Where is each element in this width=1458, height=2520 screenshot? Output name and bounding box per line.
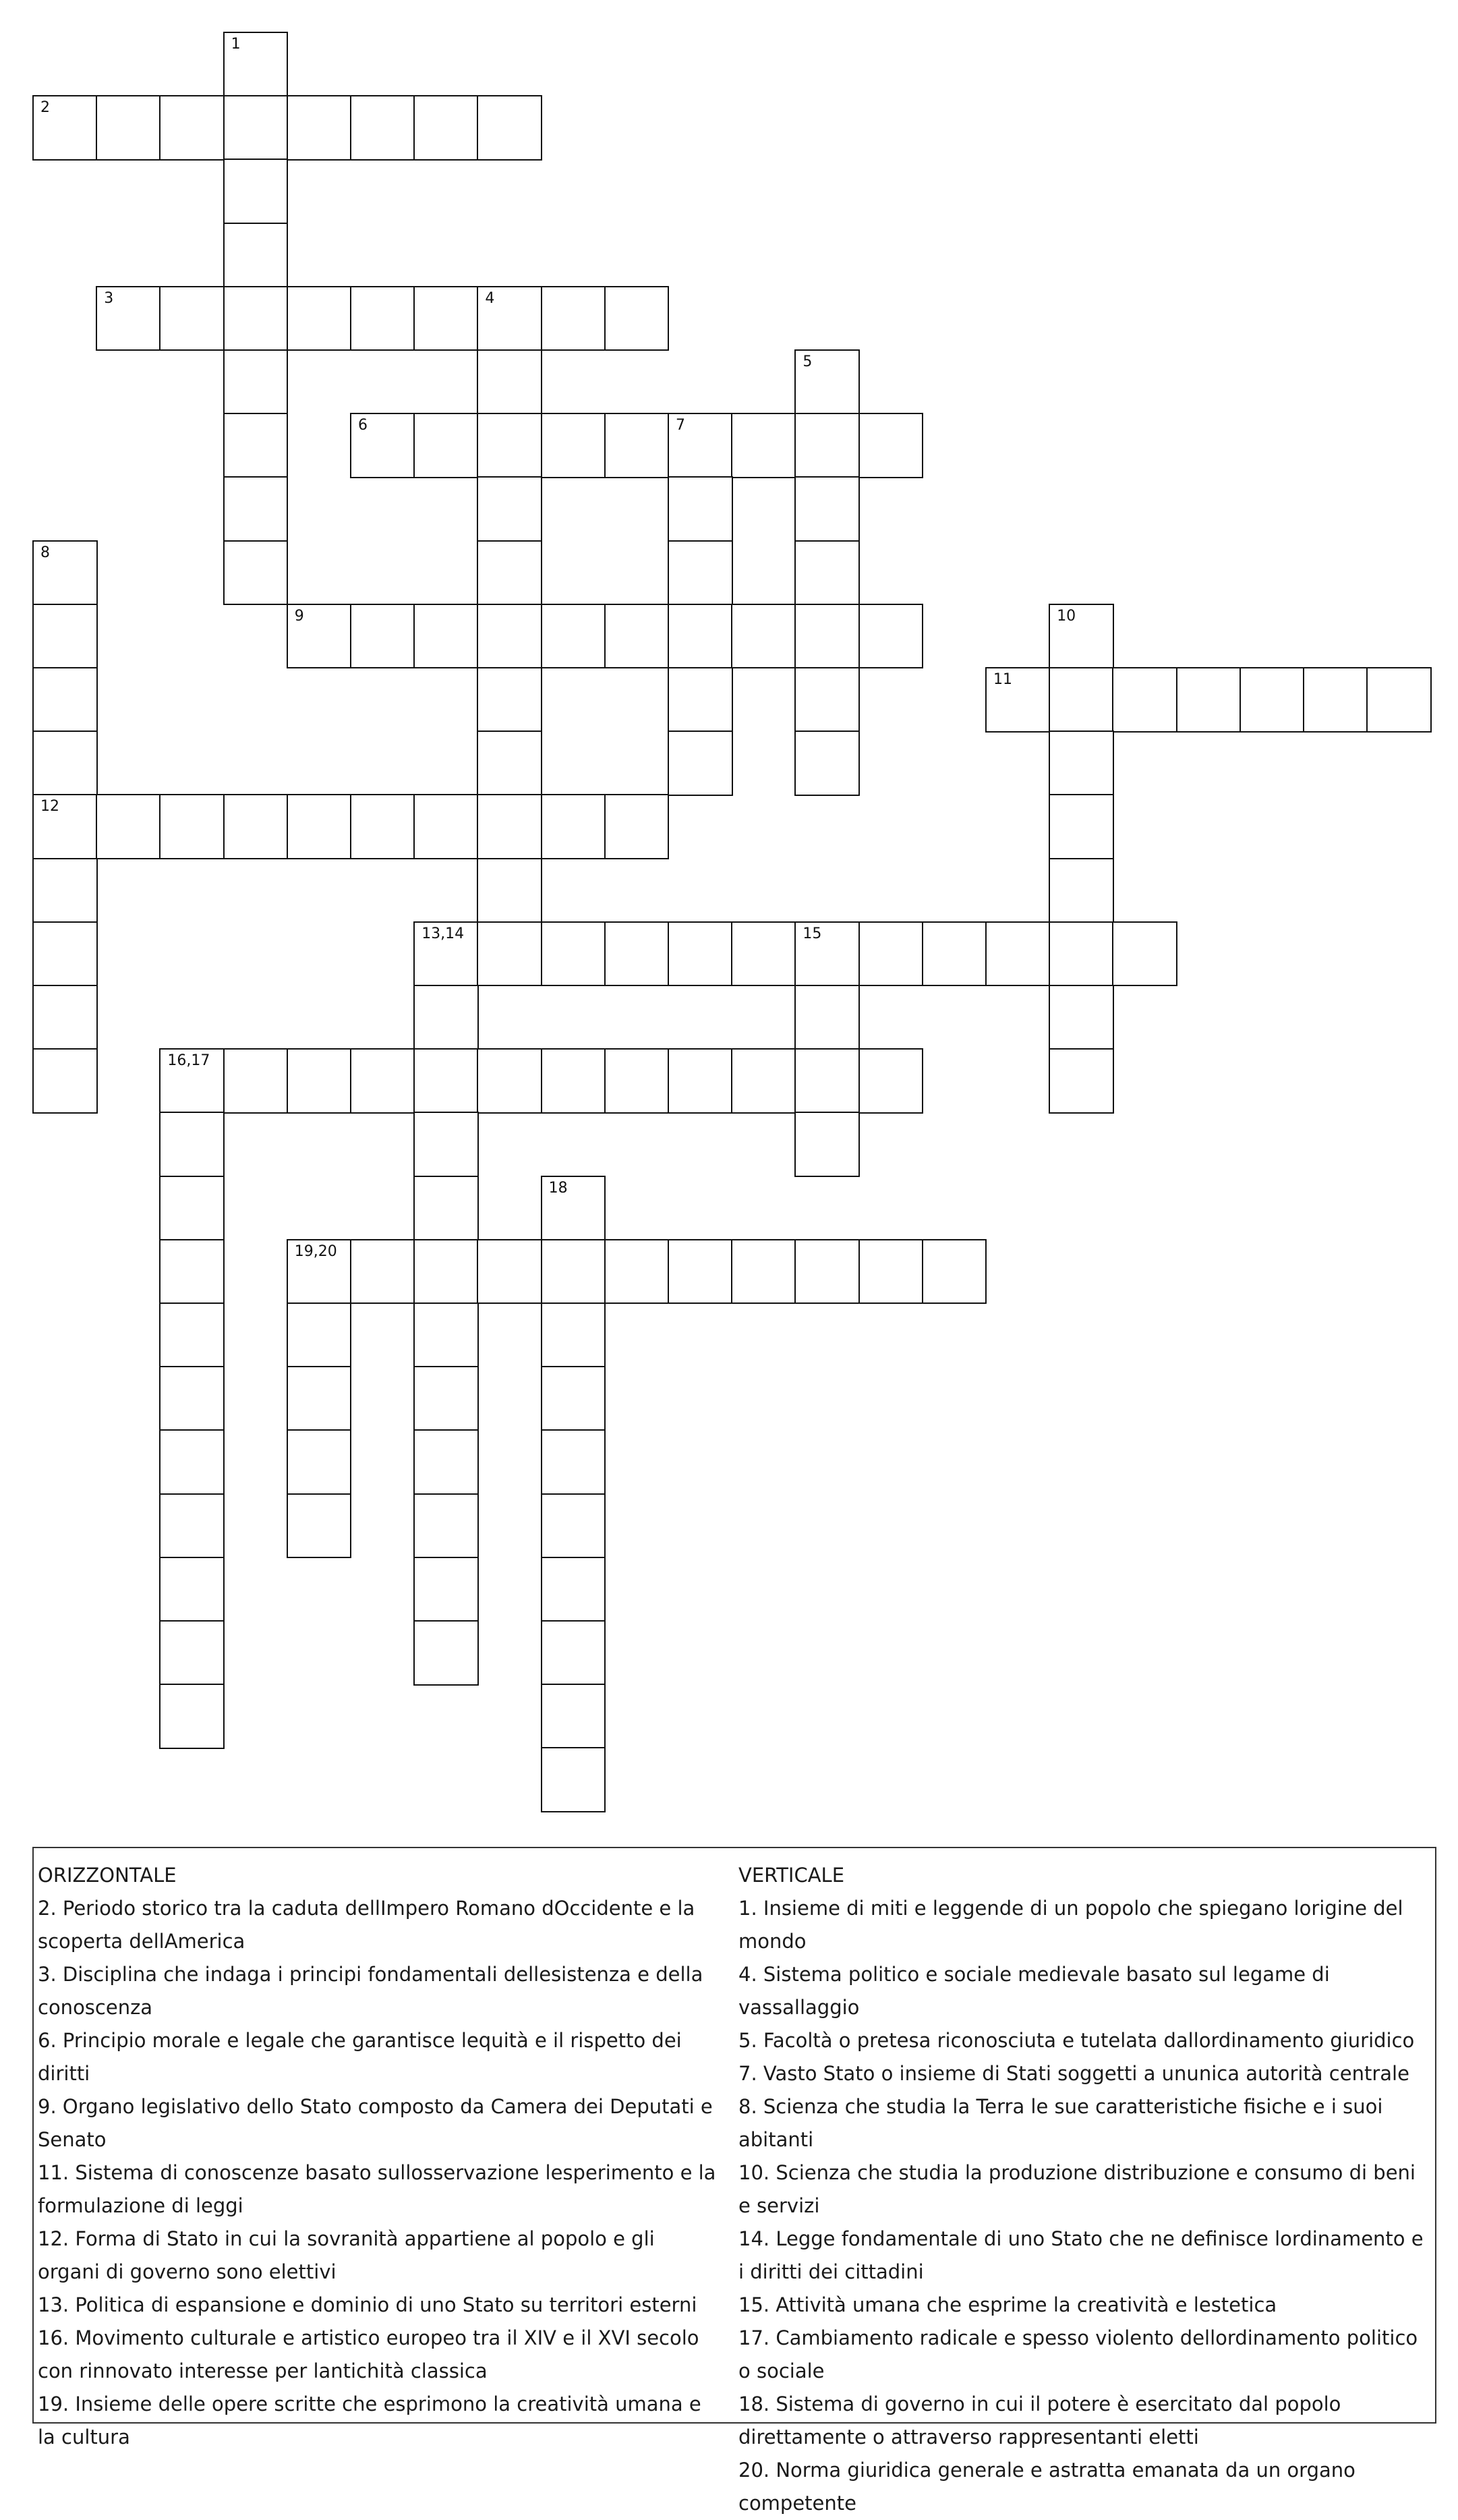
- clue-number: 11: [993, 671, 1012, 688]
- crossword-cell[interactable]: [541, 1557, 606, 1622]
- crossword-cell[interactable]: [413, 604, 479, 669]
- crossword-cell[interactable]: [159, 1048, 225, 1114]
- crossword-cell[interactable]: [794, 349, 860, 415]
- crossword-cell[interactable]: [287, 95, 352, 161]
- crossword-cell[interactable]: [794, 1048, 860, 1114]
- down-clue: 1. Insieme di miti e leggende di un popolo che spiegano lorigine del mondo: [738, 1897, 1403, 1953]
- clue-number: 10: [1057, 607, 1076, 625]
- clue-number: 4: [485, 289, 495, 307]
- crossword-cell[interactable]: [223, 1048, 289, 1114]
- crossword-cell[interactable]: [858, 604, 924, 669]
- crossword-cell[interactable]: [794, 413, 860, 478]
- across-clue-list: [38, 1892, 719, 2454]
- crossword-cell[interactable]: [287, 604, 352, 669]
- across-clue: 3. Disciplina che indaga i principi fondamentali dellesistenza e della conoscenza: [38, 1963, 703, 2019]
- crossword-cell[interactable]: [477, 731, 542, 796]
- across-clue: 6. Principio morale e legale che garantisce lequità e il rispetto dei diritti: [38, 2029, 682, 2085]
- down-clue: 15. Attività umana che esprime la creatività e lestetica: [738, 2293, 1277, 2316]
- crossword-cell[interactable]: [1112, 667, 1177, 733]
- down-clue: 14. Legge fondamentale di uno Stato che ne definisce lordinamento e i diritti dei cittadini: [738, 2227, 1424, 2283]
- crossword-cell[interactable]: [731, 921, 796, 987]
- crossword-cell[interactable]: [668, 604, 733, 669]
- down-clue: 10. Scienza che studia la produzione distribuzione e consumo di beni e servizi: [738, 2161, 1416, 2217]
- crossword-cell[interactable]: [96, 794, 161, 859]
- crossword-cell[interactable]: [223, 223, 289, 288]
- across-title: ORIZZONTALE: [38, 1864, 177, 1887]
- crossword-cell[interactable]: [350, 95, 415, 161]
- clue-number: 19,20: [294, 1242, 337, 1260]
- crossword-cell[interactable]: [1049, 604, 1114, 669]
- clue-number: 2: [40, 99, 50, 117]
- crossword-cell[interactable]: [413, 1176, 479, 1241]
- crossword-cell[interactable]: [541, 1747, 606, 1812]
- crossword-cell[interactable]: [541, 1302, 606, 1368]
- crossword-cell[interactable]: [413, 1112, 479, 1177]
- down-clues-column: [738, 1859, 1433, 2520]
- clues-panel: [32, 1847, 1436, 2515]
- crossword-cell[interactable]: [1176, 667, 1242, 733]
- crossword-cell[interactable]: [32, 731, 98, 796]
- crossword-cell[interactable]: [159, 1493, 225, 1559]
- crossword-cell[interactable]: [350, 413, 415, 478]
- clue-number: 1: [231, 36, 241, 53]
- crossword-cell[interactable]: [922, 1239, 987, 1305]
- crossword-cell[interactable]: [541, 1493, 606, 1559]
- crossword-cell[interactable]: [668, 476, 733, 542]
- crossword-cell[interactable]: [159, 95, 225, 161]
- crossword-cell[interactable]: [287, 1048, 352, 1114]
- crossword-cell[interactable]: [159, 1684, 225, 1749]
- crossword-cell[interactable]: [1049, 731, 1114, 796]
- crossword-cell[interactable]: [32, 540, 98, 606]
- crossword-cell[interactable]: [985, 667, 1051, 733]
- down-clue: 5. Facoltà o pretesa riconosciuta e tutelata dallordinamento giuridico: [738, 2029, 1415, 2052]
- crossword-cell[interactable]: [604, 1048, 670, 1114]
- crossword-cell[interactable]: [604, 794, 670, 859]
- crossword-cell[interactable]: [159, 1557, 225, 1622]
- crossword-cell[interactable]: [413, 1557, 479, 1622]
- crossword-cell[interactable]: [794, 921, 860, 987]
- down-clue: 8. Scienza che studia la Terra le sue caratteristiche fisiche e i suoi abitanti: [738, 2095, 1383, 2151]
- crossword-cell[interactable]: [668, 1048, 733, 1114]
- across-clue: 12. Forma di Stato in cui la sovranità appartiene al popolo e gli organi di governo sono elettivi: [38, 2227, 655, 2283]
- crossword-cell[interactable]: [159, 794, 225, 859]
- crossword-cell[interactable]: [668, 1239, 733, 1305]
- crossword-cell[interactable]: [413, 794, 479, 859]
- crossword-cell[interactable]: [668, 540, 733, 606]
- crossword-cell[interactable]: [794, 731, 860, 796]
- crossword-cell[interactable]: [96, 95, 161, 161]
- crossword-cell[interactable]: [604, 413, 670, 478]
- crossword-cell[interactable]: [541, 1048, 606, 1114]
- crossword-cell[interactable]: [413, 1239, 479, 1305]
- crossword-cell[interactable]: [477, 921, 542, 987]
- clue-number: 6: [358, 417, 368, 434]
- crossword-cell[interactable]: [1366, 667, 1432, 733]
- crossword-cell[interactable]: [32, 985, 98, 1050]
- crossword-cell[interactable]: [985, 921, 1051, 987]
- crossword-cell[interactable]: [477, 858, 542, 923]
- crossword-cell[interactable]: [413, 1048, 479, 1114]
- across-clue: 13. Politica di espansione e dominio di uno Stato su territori esterni: [38, 2293, 697, 2316]
- clue-number: 13,14: [421, 925, 465, 942]
- crossword-cell[interactable]: [350, 286, 415, 351]
- crossword-cell[interactable]: [794, 540, 860, 606]
- crossword-cell[interactable]: [794, 1112, 860, 1177]
- crossword-cell[interactable]: [477, 1048, 542, 1114]
- crossword-cell[interactable]: [858, 921, 924, 987]
- crossword-cell[interactable]: [413, 1620, 479, 1686]
- crossword-cell[interactable]: [541, 1366, 606, 1431]
- crossword-cell[interactable]: [287, 286, 352, 351]
- crossword-cell[interactable]: [413, 1493, 479, 1559]
- crossword-cell[interactable]: [1049, 985, 1114, 1050]
- crossword-cell[interactable]: [159, 1620, 225, 1686]
- crossword-cell[interactable]: [350, 1048, 415, 1114]
- across-clues-column: [38, 1859, 719, 2454]
- crossword-cell[interactable]: [1049, 921, 1114, 987]
- crossword-cell[interactable]: [858, 1048, 924, 1114]
- crossword-cell[interactable]: [604, 286, 670, 351]
- crossword-cell[interactable]: [223, 349, 289, 415]
- crossword-cell[interactable]: [350, 604, 415, 669]
- crossword-cell[interactable]: [858, 413, 924, 478]
- crossword-cell[interactable]: [32, 1048, 98, 1114]
- crossword-cell[interactable]: [413, 95, 479, 161]
- crossword-cell[interactable]: [477, 540, 542, 606]
- crossword-cell[interactable]: [922, 921, 987, 987]
- crossword-cell[interactable]: [32, 921, 98, 987]
- crossword-cell[interactable]: [223, 413, 289, 478]
- crossword-cell[interactable]: [159, 1239, 225, 1305]
- across-clue: 19. Insieme delle opere scritte che esprimono la creatività umana e la cultura: [38, 2393, 701, 2449]
- crossword-cell[interactable]: [32, 794, 98, 859]
- down-clue-list: [738, 1892, 1433, 2520]
- across-clue: 11. Sistema di conoscenze basato sullosservazione lesperimento e la formulazione di leggi: [38, 2161, 716, 2217]
- crossword-cell[interactable]: [668, 667, 733, 733]
- crossword-cell[interactable]: [541, 794, 606, 859]
- crossword-cell[interactable]: [668, 921, 733, 987]
- crossword-cell[interactable]: [32, 604, 98, 669]
- crossword-cell[interactable]: [223, 32, 289, 97]
- crossword-cell[interactable]: [287, 794, 352, 859]
- crossword-cell[interactable]: [1049, 667, 1114, 733]
- crossword-cell[interactable]: [541, 1429, 606, 1495]
- crossword-cell[interactable]: [477, 413, 542, 478]
- crossword-cell[interactable]: [223, 159, 289, 224]
- crossword-cell[interactable]: [413, 1302, 479, 1368]
- crossword-cell[interactable]: [1049, 794, 1114, 859]
- crossword-cell[interactable]: [477, 95, 542, 161]
- crossword-cell[interactable]: [159, 286, 225, 351]
- crossword-cell[interactable]: [541, 921, 606, 987]
- crossword-cell[interactable]: [731, 413, 796, 478]
- crossword-cell[interactable]: [413, 921, 479, 987]
- crossword-cell[interactable]: [477, 604, 542, 669]
- crossword-cell[interactable]: [159, 1429, 225, 1495]
- crossword-cell[interactable]: [223, 476, 289, 542]
- clue-number: 9: [294, 607, 304, 625]
- crossword-cell[interactable]: [32, 858, 98, 923]
- crossword-cell[interactable]: [541, 1620, 606, 1686]
- crossword-cell[interactable]: [159, 1112, 225, 1177]
- clue-number: 5: [803, 353, 813, 370]
- crossword-cell[interactable]: [477, 794, 542, 859]
- crossword-cell[interactable]: [731, 1239, 796, 1305]
- clue-number: 15: [803, 925, 822, 942]
- down-clue: 20. Norma giuridica generale e astratta emanata da un organo competente: [738, 2459, 1355, 2515]
- crossword-cell[interactable]: [668, 413, 733, 478]
- crossword-cell[interactable]: [1049, 1048, 1114, 1114]
- clue-number: 12: [40, 798, 59, 815]
- down-clue: 7. Vasto Stato o insieme di Stati soggetti a ununica autorità centrale: [738, 2062, 1409, 2085]
- clue-number: 3: [104, 289, 114, 307]
- crossword-cell[interactable]: [1303, 667, 1368, 733]
- crossword-cell[interactable]: [413, 1366, 479, 1431]
- crossword-cell[interactable]: [1049, 858, 1114, 923]
- crossword-cell[interactable]: [541, 286, 606, 351]
- crossword-cell[interactable]: [223, 794, 289, 859]
- crossword-cell[interactable]: [731, 1048, 796, 1114]
- crossword-cell[interactable]: [96, 286, 161, 351]
- crossword-cell[interactable]: [223, 95, 289, 161]
- crossword-cell[interactable]: [477, 349, 542, 415]
- down-clue: 4. Sistema politico e sociale medievale basato sul legame di vassallaggio: [738, 1963, 1330, 2019]
- clue-number: 7: [676, 417, 685, 434]
- down-clue: 17. Cambiamento radicale e spesso violento dellordinamento politico o sociale: [738, 2326, 1418, 2382]
- crossword-cell[interactable]: [223, 540, 289, 606]
- clue-number: 8: [40, 544, 50, 561]
- crossword-cell[interactable]: [794, 476, 860, 542]
- crossword-cell[interactable]: [350, 794, 415, 859]
- crossword-cell[interactable]: [794, 1239, 860, 1305]
- crossword-cell[interactable]: [159, 1302, 225, 1368]
- crossword-cell[interactable]: [287, 1493, 352, 1559]
- crossword-cell[interactable]: [1240, 667, 1305, 733]
- crossword-cell[interactable]: [477, 667, 542, 733]
- crossword-cell[interactable]: [794, 604, 860, 669]
- crossword-cell[interactable]: [32, 667, 98, 733]
- crossword-cell[interactable]: [287, 1239, 352, 1305]
- crossword-cell[interactable]: [604, 1239, 670, 1305]
- crossword-cell[interactable]: [223, 286, 289, 351]
- crossword-cell[interactable]: [159, 1366, 225, 1431]
- crossword-cell[interactable]: [858, 1239, 924, 1305]
- crossword-cell[interactable]: [541, 413, 606, 478]
- crossword-cell[interactable]: [477, 1239, 542, 1305]
- clue-number: 16,17: [167, 1052, 210, 1070]
- crossword-cell[interactable]: [668, 731, 733, 796]
- crossword-cell[interactable]: [287, 1302, 352, 1368]
- crossword-cell[interactable]: [541, 1176, 606, 1241]
- crossword-cell[interactable]: [604, 921, 670, 987]
- crossword-cell[interactable]: [541, 1684, 606, 1749]
- crossword-cell[interactable]: [794, 985, 860, 1050]
- crossword-cell[interactable]: [604, 604, 670, 669]
- crossword-cell[interactable]: [413, 1429, 479, 1495]
- crossword-cell[interactable]: [541, 604, 606, 669]
- crossword-cell[interactable]: [287, 1429, 352, 1495]
- crossword-cell[interactable]: [541, 1239, 606, 1305]
- across-clue: 9. Organo legislativo dello Stato composto da Camera dei Deputati e Senato: [38, 2095, 713, 2151]
- crossword-cell[interactable]: [477, 286, 542, 351]
- crossword-cell[interactable]: [413, 413, 479, 478]
- crossword-cell[interactable]: [794, 667, 860, 733]
- crossword-cell[interactable]: [1112, 921, 1177, 987]
- crossword-cell[interactable]: [32, 95, 98, 161]
- crossword-cell[interactable]: [287, 1366, 352, 1431]
- crossword-cell[interactable]: [477, 476, 542, 542]
- crossword-cell[interactable]: [413, 286, 479, 351]
- crossword-cell[interactable]: [350, 1239, 415, 1305]
- crossword-cell[interactable]: [159, 1176, 225, 1241]
- down-title: VERTICALE: [738, 1864, 845, 1887]
- across-clue: 16. Movimento culturale e artistico europeo tra il XIV e il XVI secolo con rinnovato interesse per lantichità classica: [38, 2326, 699, 2382]
- across-clue: 2. Periodo storico tra la caduta dellImpero Romano dOccidente e la scoperta dellAmerica: [38, 1897, 695, 1953]
- down-clue: 18. Sistema di governo in cui il potere è esercitato dal popolo direttamente o attraverso rappresentanti eletti: [738, 2393, 1341, 2449]
- crossword-cell[interactable]: [413, 985, 479, 1050]
- crossword-cell[interactable]: [731, 604, 796, 669]
- clue-number: 18: [548, 1179, 568, 1197]
